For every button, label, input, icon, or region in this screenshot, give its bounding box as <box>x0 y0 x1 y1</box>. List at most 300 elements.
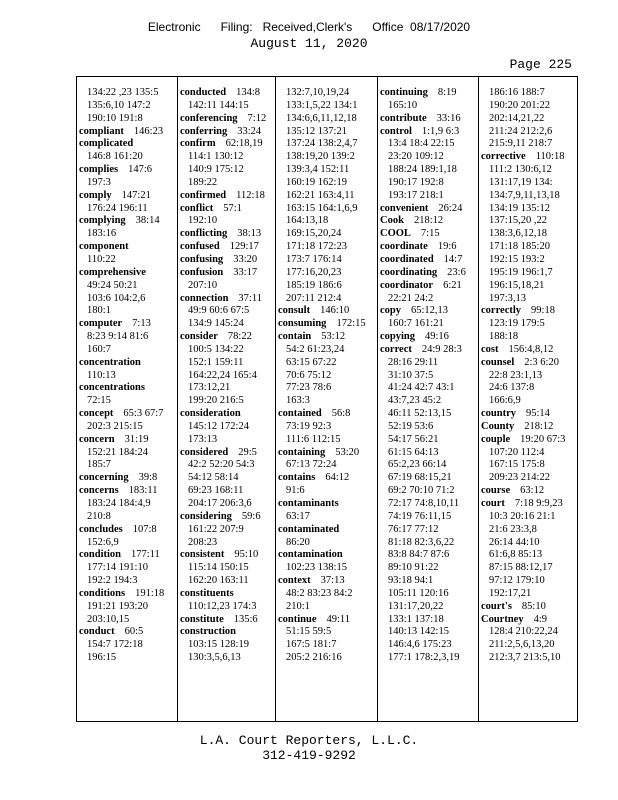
index-entry <box>178 87 275 100</box>
index-references: 130:3,5,6,13 <box>188 652 241 664</box>
index-entry <box>378 331 478 344</box>
index-column-3 <box>275 77 377 721</box>
index-term: couple <box>481 433 511 445</box>
index-entry <box>378 267 478 280</box>
index-term: confirm <box>180 138 216 150</box>
index-references: 192:2 194:3 <box>87 575 138 587</box>
index-term: computer <box>79 318 123 330</box>
index-references: 134:7,9,11,13,18 <box>489 189 560 201</box>
index-entry <box>77 485 177 498</box>
index-continuation <box>378 562 478 575</box>
index-continuation <box>178 485 275 498</box>
index-term: confusing <box>180 253 224 265</box>
index-references: 2:3 6:20 <box>524 356 559 368</box>
index-references: 164:13,18 <box>286 215 329 227</box>
index-references: 195:19 196:1,7 <box>489 266 553 278</box>
index-references: 165:10 <box>388 99 418 111</box>
index-references: 73:19 92:3 <box>286 420 332 432</box>
index-references: 146:10 <box>320 305 350 317</box>
index-entry <box>178 126 275 139</box>
index-continuation <box>276 164 377 177</box>
index-term: complicated <box>79 138 134 150</box>
index-term: cost <box>481 343 499 355</box>
index-references: 185:19 186:6 <box>286 279 342 291</box>
index-references: 131:17,19 134: <box>489 176 553 188</box>
index-continuation <box>276 215 377 228</box>
index-term: coordinating <box>380 266 438 278</box>
index-continuation <box>479 228 579 241</box>
index-references: 191:18 <box>135 587 165 599</box>
index-references: 139:3,4 152:11 <box>286 164 350 176</box>
index-term: containing <box>278 446 326 458</box>
index-continuation <box>178 562 275 575</box>
index-term: comprehensive <box>79 266 146 278</box>
index-references: 138:3,6,12,18 <box>489 228 548 240</box>
index-references: 72:17 74:8,10,11 <box>388 498 460 509</box>
index-continuation <box>77 498 177 511</box>
index-references: 103:15 128:19 <box>188 639 249 651</box>
index-references: 23:20 109:12 <box>388 151 444 163</box>
index-references: 39:8 <box>138 472 158 484</box>
index-references: 156:4,8,12 <box>508 343 554 355</box>
index-references: 146:4,6 175:23 <box>388 639 452 651</box>
index-continuation <box>77 151 177 164</box>
index-continuation <box>77 459 177 472</box>
index-references: 142:11 144:15 <box>188 99 249 111</box>
index-entry <box>276 575 377 588</box>
index-continuation <box>178 344 275 357</box>
index-references: 1:1,9 6:3 <box>421 125 460 137</box>
index-references: 110:12,23 174:3 <box>188 600 257 612</box>
index-entry <box>479 434 579 447</box>
index-continuation <box>178 537 275 550</box>
index-references: 218:12 <box>413 215 444 227</box>
index-entry <box>276 331 377 344</box>
index-entry <box>178 293 275 306</box>
index-references: 210:1 <box>286 600 310 612</box>
index-term: concludes <box>79 523 123 535</box>
index-references: 6:21 <box>443 279 462 291</box>
index-references: 63:15 67:22 <box>286 356 337 368</box>
index-references: 133:1 137:18 <box>388 613 444 625</box>
index-references: 111:2 130:6,12 <box>489 164 552 176</box>
index-term: condition <box>79 549 122 561</box>
index-continuation <box>77 305 177 318</box>
index-continuation <box>178 472 275 485</box>
index-term: considered <box>180 446 229 458</box>
index-references: 10:3 20:16 21:1 <box>489 510 556 522</box>
index-references: 160:7 161:21 <box>388 318 444 330</box>
index-references: 8:23 9:14 81:6 <box>87 331 149 343</box>
index-continuation <box>479 549 579 562</box>
index-references: 19:6 <box>437 241 457 253</box>
index-references: 162:21 163:4,11 <box>286 189 355 201</box>
index-entry <box>178 588 275 601</box>
index-term: complies <box>79 164 119 176</box>
index-references: 112:18 <box>236 189 265 201</box>
index-continuation <box>378 164 478 177</box>
index-references: 22:21 24:2 <box>388 292 434 304</box>
index-continuation <box>178 459 275 472</box>
index-references: 38:14 <box>135 215 160 227</box>
index-references: 46:11 52:13,15 <box>388 408 452 420</box>
index-references: 52:19 53:6 <box>388 420 434 432</box>
index-entry <box>378 113 478 126</box>
index-entry <box>378 254 478 267</box>
index-references: 97:12 179:10 <box>489 575 545 587</box>
index-continuation <box>276 113 377 126</box>
index-references: 138:19,20 139:2 <box>286 151 355 163</box>
index-term: construction <box>180 626 236 638</box>
index-continuation <box>378 498 478 511</box>
index-continuation <box>479 382 579 395</box>
index-references: 63:17 <box>286 510 310 522</box>
index-entry <box>178 241 275 254</box>
index-term: copying <box>380 331 416 343</box>
index-term: concentrations <box>79 382 145 394</box>
index-entry <box>77 190 177 203</box>
index-continuation <box>77 331 177 344</box>
index-continuation <box>378 293 478 306</box>
index-references: 135:6,10 147:2 <box>87 99 151 111</box>
index-continuation <box>479 511 579 524</box>
index-entry <box>479 421 579 434</box>
index-entry <box>479 151 579 164</box>
index-continuation <box>378 382 478 395</box>
index-term: confusion <box>180 266 224 278</box>
index-references: 65:2,23 66:14 <box>388 459 447 471</box>
index-continuation <box>276 293 377 306</box>
index-term: conferencing <box>180 112 238 124</box>
index-references: 100:5 134:22 <box>188 343 244 355</box>
index-entry <box>77 588 177 601</box>
index-continuation <box>378 537 478 550</box>
index-continuation <box>178 318 275 331</box>
index-continuation <box>77 254 177 267</box>
index-continuation <box>178 575 275 588</box>
index-references: 177:1 178:2,3,19 <box>388 652 460 664</box>
index-references: 132:7,10,19,24 <box>286 87 350 98</box>
index-continuation <box>77 228 177 241</box>
index-term: correct <box>380 343 412 355</box>
index-term: conflicting <box>180 228 228 240</box>
index-references: 67:19 68:15,21 <box>388 472 452 484</box>
index-entry <box>77 472 177 485</box>
index-references <box>343 549 353 560</box>
index-entry <box>378 280 478 293</box>
index-entry <box>276 472 377 485</box>
index-term: conferring <box>180 125 228 137</box>
index-references: 176:24 196:11 <box>87 202 148 214</box>
index-entry <box>276 614 377 627</box>
index-continuation <box>479 215 579 228</box>
index-term: concentration <box>79 356 141 368</box>
index-continuation <box>479 575 579 588</box>
index-entry <box>77 215 177 228</box>
index-entry <box>178 447 275 460</box>
index-references: 4:9 <box>533 613 548 625</box>
index-references <box>133 138 143 149</box>
index-continuation <box>178 357 275 370</box>
index-continuation <box>178 434 275 447</box>
index-term: continue <box>278 613 317 625</box>
index-references: 105:11 120:16 <box>388 587 449 599</box>
index-term: consideration <box>180 408 241 420</box>
index-references: 135:12 137:21 <box>286 125 347 137</box>
index-references: 188:24 189:1,18 <box>388 164 457 176</box>
index-references: 83:8 84:7 87:6 <box>388 549 450 561</box>
index-continuation <box>378 421 478 434</box>
index-references: 192:10 <box>188 215 218 227</box>
index-entry <box>378 203 478 216</box>
index-references: 28:16 29:11 <box>388 356 439 368</box>
index-entry <box>178 113 275 126</box>
index-references: 191:21 193:20 <box>87 600 148 612</box>
index-entry <box>77 138 177 151</box>
reporter-company: L.A. Court Reporters, L.L.C. <box>199 733 419 748</box>
index-references: 183:24 184:4,9 <box>87 498 151 509</box>
index-continuation <box>77 293 177 306</box>
word-index-table <box>76 76 578 722</box>
index-references: 63:12 <box>520 485 545 497</box>
index-references: 137:24 138:2,4,7 <box>286 138 358 150</box>
index-entry <box>276 498 377 511</box>
index-references: 24:6 137:8 <box>489 382 535 394</box>
index-continuation <box>479 267 579 280</box>
index-term: COOL <box>380 228 411 240</box>
index-references: 183:16 <box>87 228 117 240</box>
index-references: 207:10 <box>188 279 218 291</box>
index-continuation <box>276 254 377 267</box>
index-term: Cook <box>380 215 404 227</box>
index-continuation <box>479 331 579 344</box>
index-continuation <box>378 459 478 472</box>
index-continuation <box>479 652 579 665</box>
index-continuation <box>276 382 377 395</box>
index-references: 163:15 164:1,6,9 <box>286 202 358 214</box>
index-references: 26:14 44:10 <box>489 536 540 548</box>
index-continuation <box>276 357 377 370</box>
index-continuation <box>178 498 275 511</box>
index-references: 26:24 <box>438 202 463 214</box>
index-continuation <box>378 511 478 524</box>
index-references: 60:5 <box>124 626 144 638</box>
index-references: 86:20 <box>286 536 310 548</box>
index-continuation <box>479 395 579 408</box>
index-references: 33:17 <box>233 266 258 278</box>
index-references: 196:15 <box>87 652 117 664</box>
index-entry <box>479 601 579 614</box>
index-entry <box>178 626 275 639</box>
index-references: 111:6 112:15 <box>286 433 341 445</box>
index-entry <box>178 614 275 627</box>
index-continuation <box>479 100 579 113</box>
index-entry <box>479 357 579 370</box>
index-entry <box>276 305 377 318</box>
index-continuation <box>479 588 579 601</box>
index-term: consider <box>180 331 218 343</box>
index-references: 205:2 216:16 <box>286 652 342 664</box>
index-references: 207:11 212:4 <box>286 292 342 304</box>
index-continuation <box>479 113 579 126</box>
index-continuation <box>378 138 478 151</box>
index-continuation <box>178 601 275 614</box>
index-references: 69:2 70:10 71:2 <box>388 485 455 497</box>
index-continuation <box>276 639 377 652</box>
index-references: 29:5 <box>238 446 257 458</box>
index-references: 89:10 91:22 <box>388 562 439 574</box>
page-number: Page 225 <box>509 57 572 72</box>
index-term: conducted <box>180 87 227 98</box>
index-continuation <box>479 318 579 331</box>
index-continuation <box>178 100 275 113</box>
index-term: contain <box>278 331 312 343</box>
index-continuation <box>276 537 377 550</box>
index-references: 154:7 172:18 <box>87 639 143 651</box>
index-references: 7:13 <box>132 318 151 330</box>
index-continuation <box>479 280 579 293</box>
index-references: 54:12 58:14 <box>188 472 239 484</box>
index-references: 133:1,5,22 134:1 <box>286 99 358 111</box>
index-references: 77:23 78:6 <box>286 382 332 394</box>
index-entry <box>178 254 275 267</box>
index-term: component <box>79 241 129 253</box>
index-references: 61:15 64:13 <box>388 446 439 458</box>
index-continuation <box>479 293 579 306</box>
index-continuation <box>276 421 377 434</box>
index-continuation <box>378 395 478 408</box>
index-continuation <box>378 639 478 652</box>
index-entry <box>178 267 275 280</box>
index-continuation <box>378 100 478 113</box>
index-continuation <box>178 382 275 395</box>
index-references: 78:22 <box>227 331 252 343</box>
index-references: 7:15 <box>420 228 440 240</box>
index-references: 137:15,20 ,22 <box>489 215 548 227</box>
index-references: 166:6,9 <box>489 395 521 407</box>
index-continuation <box>77 511 177 524</box>
index-continuation <box>479 203 579 216</box>
index-references: 140:9 175:12 <box>188 164 244 176</box>
index-references: 171:18 172:23 <box>286 241 347 253</box>
index-references: 95:14 <box>526 408 550 420</box>
index-references: 7:12 <box>247 112 267 124</box>
index-continuation <box>479 459 579 472</box>
index-references: 107:8 <box>132 523 157 535</box>
index-references: 19:20 67:3 <box>520 433 566 445</box>
index-references: 110:22 <box>87 253 116 265</box>
index-continuation <box>178 151 275 164</box>
index-references <box>141 357 151 368</box>
index-term: compliant <box>79 125 124 137</box>
index-references: 95:10 <box>234 549 259 561</box>
index-entry <box>77 382 177 395</box>
index-references: 135:6 <box>233 613 258 625</box>
index-continuation <box>378 588 478 601</box>
index-references: 43:7,23 45:2 <box>388 395 442 407</box>
index-term: complying <box>79 215 126 227</box>
index-entry <box>77 164 177 177</box>
index-continuation <box>378 601 478 614</box>
index-entry <box>77 408 177 421</box>
index-continuation <box>276 177 377 190</box>
index-term: concern <box>79 433 115 445</box>
index-continuation <box>276 190 377 203</box>
index-term: counsel <box>481 356 515 368</box>
index-references: 140:13 142:15 <box>388 626 449 638</box>
index-references: 215:9,11 218:7 <box>489 138 553 150</box>
index-references: 160:7 <box>87 343 111 355</box>
index-entry <box>77 267 177 280</box>
index-continuation <box>77 652 177 665</box>
index-continuation <box>276 601 377 614</box>
index-references: 91:6 <box>286 485 305 497</box>
index-entry <box>276 318 377 331</box>
index-references: 81:18 82:3,6,22 <box>388 536 455 548</box>
index-references: 196:15,18,21 <box>489 279 545 291</box>
index-entry <box>479 344 579 357</box>
index-references: 115:14 150:15 <box>188 562 249 574</box>
index-continuation <box>276 370 377 383</box>
index-references: 199:20 216:5 <box>188 395 244 407</box>
index-references <box>241 408 251 419</box>
index-continuation <box>378 318 478 331</box>
index-continuation <box>276 241 377 254</box>
efiling-stamp: Electronic Filing: Received,Clerk's Office 08/17/2020 <box>147 20 471 34</box>
index-continuation <box>276 151 377 164</box>
index-references: 51:15 59:5 <box>286 626 332 638</box>
index-term: corrective <box>481 151 526 163</box>
index-references: 147:21 <box>121 189 151 201</box>
index-continuation <box>77 113 177 126</box>
index-continuation <box>77 447 177 460</box>
index-term: contaminated <box>278 523 340 535</box>
index-references: 197:3 <box>87 176 111 188</box>
index-continuation <box>378 549 478 562</box>
index-references <box>234 588 244 599</box>
index-term: copy <box>380 305 401 317</box>
index-continuation <box>479 626 579 639</box>
index-entry <box>276 549 377 562</box>
index-references: 70:6 75:12 <box>286 369 332 381</box>
index-references: 42:2 52:20 54:3 <box>188 459 255 471</box>
index-entry <box>178 511 275 524</box>
index-continuation <box>178 639 275 652</box>
index-references: 185:7 <box>87 459 111 471</box>
index-term: constituents <box>180 587 234 599</box>
index-references: 190:20 201:22 <box>489 99 550 111</box>
index-references: 74:19 76:11,15 <box>388 510 452 522</box>
index-references: 110:18 <box>535 151 565 163</box>
index-continuation <box>479 177 579 190</box>
index-entry <box>77 524 177 537</box>
index-entry <box>378 344 478 357</box>
index-term: consistent <box>180 549 225 561</box>
index-entry <box>378 228 478 241</box>
index-term: conflict <box>180 202 214 214</box>
index-references: 64:12 <box>325 472 350 484</box>
index-references: 107:20 112:4 <box>489 446 545 458</box>
index-continuation <box>178 370 275 383</box>
index-continuation <box>479 639 579 652</box>
index-references: 134:6,6,11,12,18 <box>286 112 357 124</box>
index-term: concept <box>79 408 114 420</box>
index-continuation <box>479 126 579 139</box>
index-references: 37:11 <box>238 292 262 304</box>
index-entry <box>479 408 579 421</box>
index-references: 177:16,20,23 <box>286 266 342 278</box>
index-references: 173:12,21 <box>188 382 231 394</box>
